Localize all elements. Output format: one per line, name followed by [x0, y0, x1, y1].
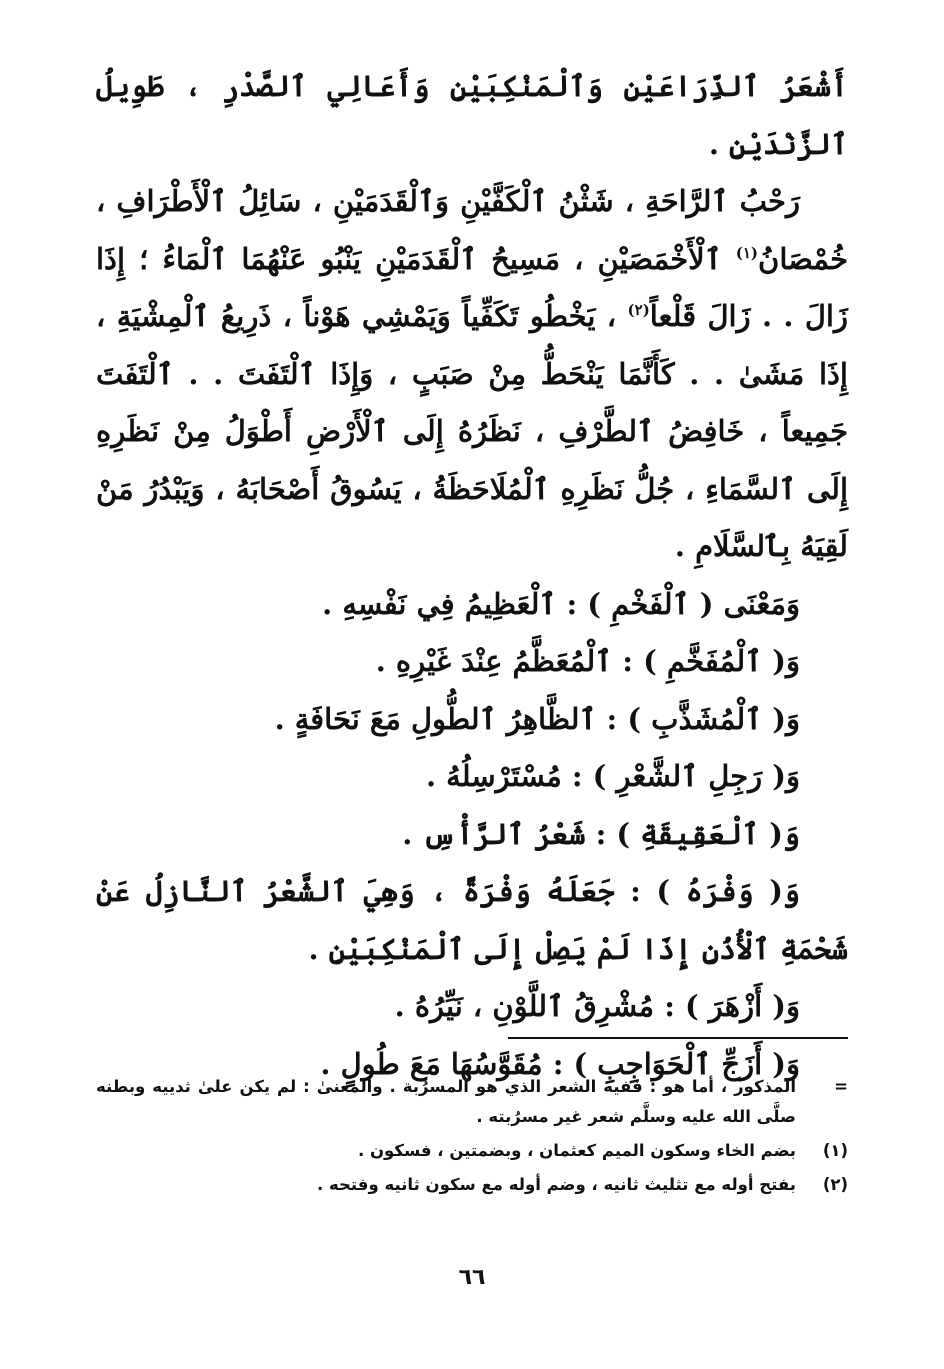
- definition-wafrah: وَ( وَفْرَهُ ) : جَعَلَهُ وَفْرَةً ، وَهِيَ ٱلشَّعْرُ ٱلنَّازِلُ عَنْ شَحْمَةِ ٱلْأُذُنِ إِذَا لَمْ يَصِلْ إِلَى ٱلْمَنْكِبَيْنِ .: [96, 874, 848, 966]
- definition-azaj: وَ( أَزَجِّ ٱلْحَوَاجِبِ ) : مُقَوَّسُهَا مَعَ طُولٍ .: [320, 1046, 800, 1081]
- footnote-text: بفتح أوله مع تثليث ثانيه ، وضم أوله مع سكون ثانيه وفتحه .: [317, 1175, 796, 1194]
- footnotes: [96, 1072, 848, 1204]
- footnote-mark: (١): [822, 1141, 848, 1160]
- footnote-ref-2[interactable]: (٢): [627, 301, 650, 319]
- definition-mushadhab: وَ( ٱلْمُشَذَّبِ ) : ٱلظَّاهِرُ ٱلطُّولِ مَعَ نَحَافَةٍ .: [274, 701, 800, 736]
- main-text: [96, 58, 848, 1093]
- page-number: ٦٦: [458, 1265, 486, 1290]
- definition-fakhm: وَمَعْنَى ( ٱلْفَخْمِ ) : ٱلْعَظِيمُ فِي نَفْسِهِ .: [322, 586, 800, 621]
- footnote-continued: [96, 1072, 848, 1132]
- paragraph-2-part-b: ٱلْأَخْمَصَيْنِ ، مَسِيحُ ٱلْقَدَمَيْنِ يَنْبُو عَنْهُمَا ٱلْمَاءُ ؛ إِذَا زَالَ . . زَالَ قَلْعاً: [96, 241, 848, 333]
- paragraph-1: أَشْعَرُ ٱلذِّرَاعَيْنِ وَٱلْمَنْكِبَيْنِ وَأَعَالِي ٱلصَّدْرِ ، طَوِيلُ ٱلزَّنْدَيْنِ .: [96, 69, 848, 161]
- footnote-divider: [508, 1037, 848, 1039]
- footnote-mark: =: [834, 1077, 848, 1096]
- footnote-mark: (٢): [822, 1175, 848, 1194]
- paragraph-2: [96, 173, 848, 576]
- definition-mufakham: وَ( ٱلْمُفَخَّمِ ) : ٱلْمُعَظَّمُ عِنْدَ غَيْرِهِ .: [375, 644, 800, 678]
- definition-azhar: وَ( أَزْهَرَ ) : مُشْرِقُ ٱللَّوْنِ ، نَيِّرُهُ .: [394, 989, 800, 1023]
- definition-aqiqa: وَ( ٱلْعَقِيقَةِ ) : شَعْرُ ٱلرَّأْسِ .: [402, 816, 800, 851]
- paragraph-2-part-c: ، يَخْطُو تَكَفِّياً وَيَمْشِي هَوْناً ، ذَرِيعُ ٱلْمِشْيَةِ ، إِذَا مَشَىٰ . . كَأَنَّمَا يَنْحَطُّ مِنْ صَبَبٍ ، وَإِذَا ٱلْتَفَتَ . . ٱلْتَفَتَ جَمِيعاً ، خَافِضُ ٱلطَّرْفِ ، نَظَرُهُ إِلَى ٱلْأَرْضِ أَطْوَلُ مِنْ نَظَرِهِ إِلَى ٱلسَّمَاءِ ، جُلُّ نَظَرِهِ ٱلْمُلَاحَظَةُ ، يَسُوقُ أَصْحَابَهُ ، وَيَبْدُرُ مَنْ لَقِيَهُ بِٱلسَّلَامِ .: [96, 299, 848, 563]
- footnote-1: [96, 1136, 848, 1166]
- footnote-ref-1[interactable]: (١): [735, 243, 759, 262]
- definition-rajil: وَ( رَجِلِ ٱلشَّعْرِ ) : مُسْتَرْسِلُهُ .: [425, 759, 800, 793]
- footnote-text: بضم الخاء وسكون الميم كعثمان ، وبضمتين ، فسكون .: [357, 1141, 796, 1160]
- footnote-2: [96, 1170, 848, 1200]
- paragraph-2-part-a: رَحْبُ ٱلرَّاحَةِ ، شَثْنُ ٱلْكَفَّيْنِ وَٱلْقَدَمَيْنِ ، سَائِلُ ٱلْأَطْرَافِ ، خُمْصَانُ: [96, 184, 848, 276]
- footnote-text: المذكور ، أما هو : ففيه الشعر الذي هو المسرُبة . والمعنىٰ : لم يكن علىٰ ثدييه وبطنه صلَّى الله عليه وسلَّم شعر غير مسرُبته .: [96, 1077, 796, 1126]
